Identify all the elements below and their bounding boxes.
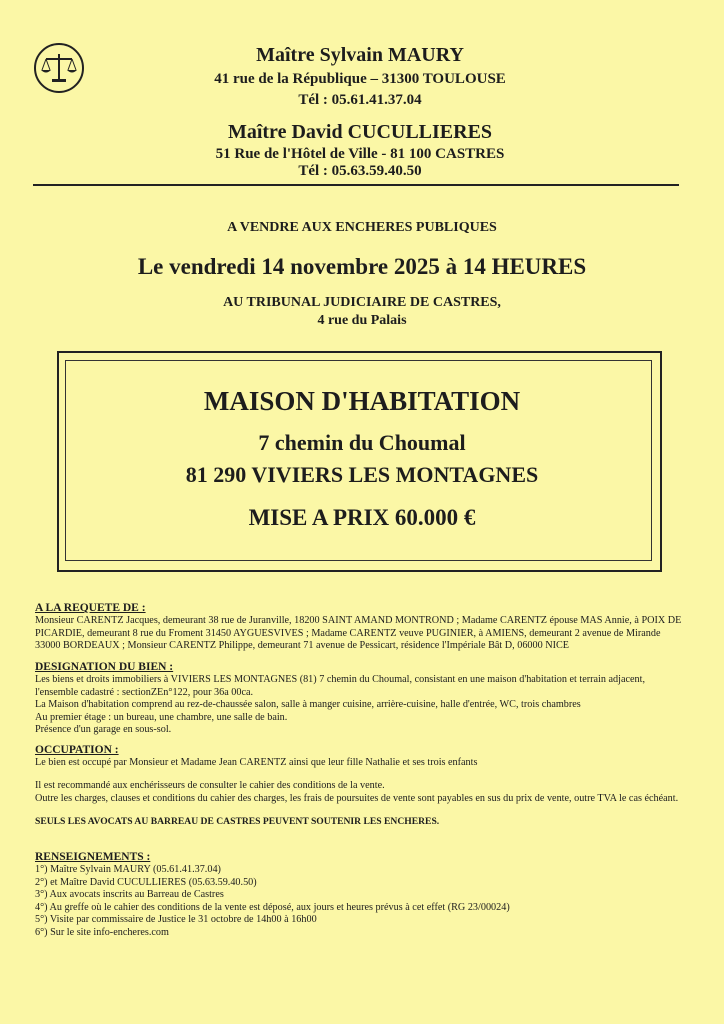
sale-intro: A VENDRE AUX ENCHERES PUBLIQUES xyxy=(227,220,497,235)
advice-line: Outre les charges, clauses et conditions du cahier des charges, les frais de poursuites de vente sont payables en sus du prix de vente, outre TVA le cas échéant. xyxy=(35,792,679,804)
designation-line: Au premier étage : un bureau, une chambre, une salle de bain. xyxy=(35,711,288,723)
scales-of-justice-icon xyxy=(33,42,85,94)
designation-line: Les biens et droits immobiliers à VIVIERS LES MONTAGNES (81) 7 chemin du Choumal, consistant en une maison d'habitation et terrain adjacent, l'ensemble cadastré : sectionZEn°122, pour 36a 00ca. xyxy=(35,674,645,698)
property-street: 7 chemin du Choumal xyxy=(258,430,466,455)
renseignements-item: 2°) et Maître David CUCULLIERES (05.63.59.40.50) xyxy=(35,876,257,888)
occupation-section xyxy=(35,744,685,770)
occupation-title: OCCUPATION : xyxy=(35,744,119,756)
advice-section xyxy=(35,780,685,805)
renseignements-item: 4°) Au greffe où le cahier des conditions de la vente est déposé, aux jours et heures prévus à cet effet (RG 23/00024) xyxy=(35,901,510,913)
lawyer1-phone: Tél : 05.61.41.37.04 xyxy=(298,92,422,108)
designation-section xyxy=(35,661,685,737)
avocats-notice: SEULS LES AVOCATS AU BARREAU DE CASTRES PEUVENT SOUTENIR LES ENCHERES. xyxy=(35,816,440,827)
renseignements-item: 5°) Visite par commissaire de Justice le 31 octobre de 14h00 à 16h00 xyxy=(35,914,317,926)
property-title: MAISON D'HABITATION xyxy=(203,386,521,416)
sale-place-line1: AU TRIBUNAL JUDICIAIRE DE CASTRES, xyxy=(223,295,501,310)
designation-line: Présence d'un garage en sous-sol. xyxy=(35,724,172,736)
sale-date: Le vendredi 14 novembre 2025 à 14 HEURES xyxy=(137,254,587,279)
sale-place-line2: 4 rue du Palais xyxy=(317,313,407,328)
renseignements-section xyxy=(35,851,685,940)
header-divider xyxy=(33,184,679,186)
renseignements-item: 1°) Maître Sylvain MAURY (05.61.41.37.04) xyxy=(35,864,221,875)
lawyer1-name: Maître Sylvain MAURY xyxy=(256,44,464,66)
property-city: 81 290 VIVIERS LES MONTAGNES xyxy=(185,462,539,487)
advice-line: Il est recommandé aux enchérisseurs de consulter le cahier des conditions de la vente. xyxy=(35,780,385,791)
lawyer2-name: Maître David CUCULLIERES xyxy=(227,121,493,143)
requete-text: Monsieur CARENTZ Jacques, demeurant 38 rue de Juranville, 18200 SAINT AMAND MONTROND ; Madame CARENTZ épouse MAS Annie, à POIX DE PICARDIE, demeurant 8 rue du Froment 31450 AYGUESVIVES ; Madame CARENTZ veuve PUGINIER, à AMIENS, demeurant 2 avenue de Mirande 33000 BORDEAUX ; Monsieur CARENTZ Philippe, demeurant 71 avenue de Pessicart, résidence l'Impériale Bât D, 06000 NICE xyxy=(35,615,682,652)
renseignements-title: RENSEIGNEMENTS : xyxy=(35,851,151,863)
requete-section xyxy=(35,602,685,653)
lawyer2-address: 51 Rue de l'Hôtel de Ville - 81 100 CASTRES xyxy=(215,146,505,162)
occupation-text: Le bien est occupé par Monsieur et Madame Jean CARENTZ ainsi que leur fille Nathalie et ses trois enfants xyxy=(35,757,478,768)
designation-title: DESIGNATION DU BIEN : xyxy=(35,661,174,673)
renseignements-item: 6°) Sur le site info-encheres.com xyxy=(35,926,169,938)
lawyer1-address: 41 rue de la République – 31300 TOULOUSE xyxy=(214,71,506,87)
avocats-notice-block xyxy=(35,816,685,829)
requete-title: A LA REQUETE DE : xyxy=(35,602,146,614)
property-price: MISE A PRIX 60.000 € xyxy=(248,505,476,530)
lawyer2-phone: Tél : 05.63.59.40.50 xyxy=(298,163,422,179)
designation-line: La Maison d'habitation comprend au rez-de-chaussée salon, salle à manger cuisine, arrière-cuisine, halle d'entrée, WC, trois chambres xyxy=(35,699,581,711)
renseignements-item: 3°) Aux avocats inscrits au Barreau de Castres xyxy=(35,889,224,901)
